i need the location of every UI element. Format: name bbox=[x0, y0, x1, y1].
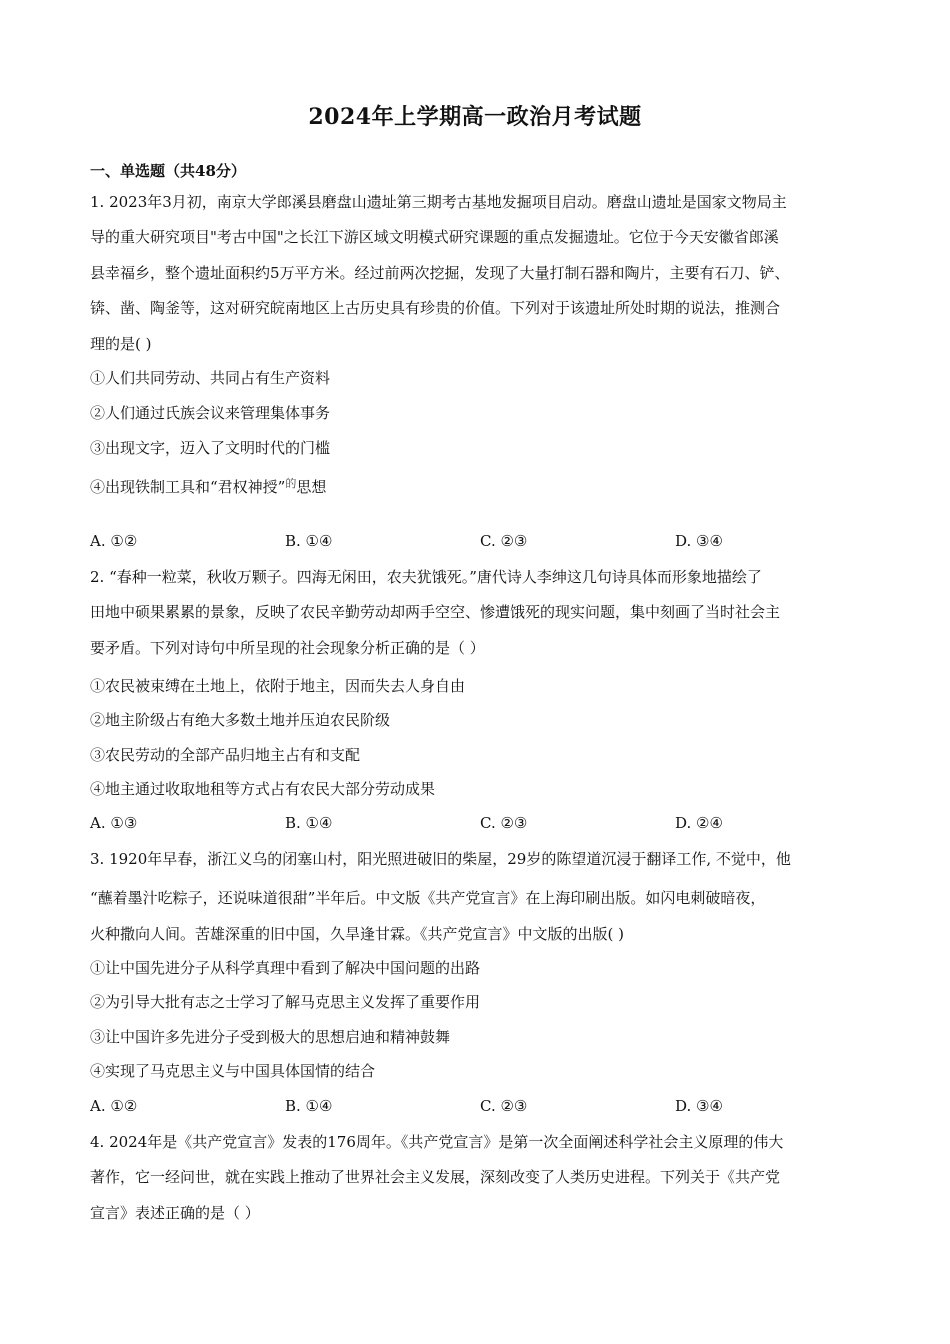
q3-statement: ②为引导大批有志之士学习了解马克思主义发挥了重要作用 bbox=[90, 993, 481, 1011]
q4-stem-line: 著作，它一经问世，就在实践上推动了世界社会主义发展，深刻改变了人类历史进程。下列关于《共产党 bbox=[90, 1168, 781, 1186]
q2-statement: ②地主阶级占有绝大多数土地并压迫农民阶级 bbox=[90, 711, 391, 729]
q1-statement: ③出现文字，迈入了文明时代的门槛 bbox=[90, 439, 331, 457]
q2-option-b[interactable]: B. ①④ bbox=[285, 814, 333, 832]
q3-option-a[interactable]: A. ①② bbox=[90, 1097, 138, 1115]
q2-option-c[interactable]: C. ②③ bbox=[480, 814, 528, 832]
q3-statement: ④实现了马克思主义与中国具体国情的结合 bbox=[90, 1062, 376, 1080]
q3-option-c[interactable]: C. ②③ bbox=[480, 1097, 528, 1115]
q2-stem-line: 田地中硕果累累的景象，反映了农民辛勤劳动却两手空空、惨遭饿死的现实问题，集中刻画了当时社会主 bbox=[90, 603, 781, 621]
q1-stem-line: 锛、凿、陶釜等，这对研究皖南地区上古历史具有珍贵的价值。下列对于该遗址所处时期的说法，推测合 bbox=[90, 299, 781, 317]
q1-option-a[interactable]: A. ①② bbox=[90, 532, 138, 550]
q2-stem-line: 要矛盾。下列对诗句中所呈现的社会现象分析正确的是（ ） bbox=[90, 639, 485, 657]
q1-stem-line: 县幸福乡，整个遗址面积约5万平方米。经过前两次挖掘，发现了大量打制石器和陶片，主要有石刀、铲、 bbox=[90, 264, 790, 282]
q2-stem-line: 2. “春种一粒菜，秋收万颗子。四海无闲田，农夫犹饿死。”唐代诗人李绅这几句诗具体而形象地描绘了 bbox=[90, 568, 762, 586]
q1-statement-text: ④出现铁制工具和“君权神授” bbox=[90, 478, 286, 496]
q1-statement bbox=[90, 474, 870, 497]
q1-stem-line: 导的重大研究项目"考古中国"之长江下游区域文明模式研究课题的重点发掘遗址。它位于今天安徽省郎溪 bbox=[90, 228, 779, 246]
section-heading: 一、单选题（共48分） bbox=[90, 162, 246, 180]
q1-statement: ②人们通过氏族会议来管理集体事务 bbox=[90, 404, 331, 422]
q2-option-d[interactable]: D. ②④ bbox=[675, 814, 723, 832]
q3-statement: ①让中国先进分子从科学真理中看到了解决中国问题的出路 bbox=[90, 959, 481, 977]
q1-option-d[interactable]: D. ③④ bbox=[675, 532, 723, 550]
q1-stem-line: 理的是( ) bbox=[90, 335, 152, 353]
q3-stem-line: “蘸着墨汁吃粽子，还说味道很甜”半年后。中文版《共产党宣言》在上海印刷出版。如闪电刺破暗夜， bbox=[90, 889, 766, 907]
q3-stem-line: 火种撒向人间。苦雄深重的旧中国，久旱逢甘霖。《共产党宣言》中文版的出版( ) bbox=[90, 925, 624, 943]
q1-option-b[interactable]: B. ①④ bbox=[285, 532, 333, 550]
q1-statement-char: 的 bbox=[285, 477, 297, 490]
q3-stem-line: 3. 1920年早春，浙江义乌的闭塞山村，阳光照进破旧的柴屋，29岁的陈望道沉浸于翻译工作, 不觉中，他 bbox=[90, 850, 791, 868]
q3-option-b[interactable]: B. ①④ bbox=[285, 1097, 333, 1115]
q1-statement: ①人们共同劳动、共同占有生产资料 bbox=[90, 369, 331, 387]
q1-statement-text-end: 思想 bbox=[296, 478, 327, 496]
q2-statement: ④地主通过收取地租等方式占有农民大部分劳动成果 bbox=[90, 780, 436, 798]
q3-statement: ③让中国许多先进分子受到极大的思想启迪和精神鼓舞 bbox=[90, 1028, 451, 1046]
q4-stem-line: 宣言》表述正确的是（ ） bbox=[90, 1204, 260, 1222]
q2-statement: ③农民劳动的全部产品归地主占有和支配 bbox=[90, 746, 361, 764]
q1-stem-line: 1. 2023年3月初，南京大学郎溪县磨盘山遗址第三期考古基地发掘项目启动。磨盘山遗址是国家文物局主 bbox=[90, 193, 787, 211]
q4-stem-line: 4. 2024年是《共产党宣言》发表的176周年。《共产党宣言》是第一次全面阐述科学社会主义原理的伟大 bbox=[90, 1133, 784, 1151]
q1-option-c[interactable]: C. ②③ bbox=[480, 532, 528, 550]
q2-statement: ①农民被束缚在土地上，依附于地主，因而失去人身自由 bbox=[90, 677, 466, 695]
page-title: 2024年上学期高一政治月考试题 bbox=[308, 104, 642, 130]
q3-option-d[interactable]: D. ③④ bbox=[675, 1097, 723, 1115]
q2-option-a[interactable]: A. ①③ bbox=[90, 814, 138, 832]
